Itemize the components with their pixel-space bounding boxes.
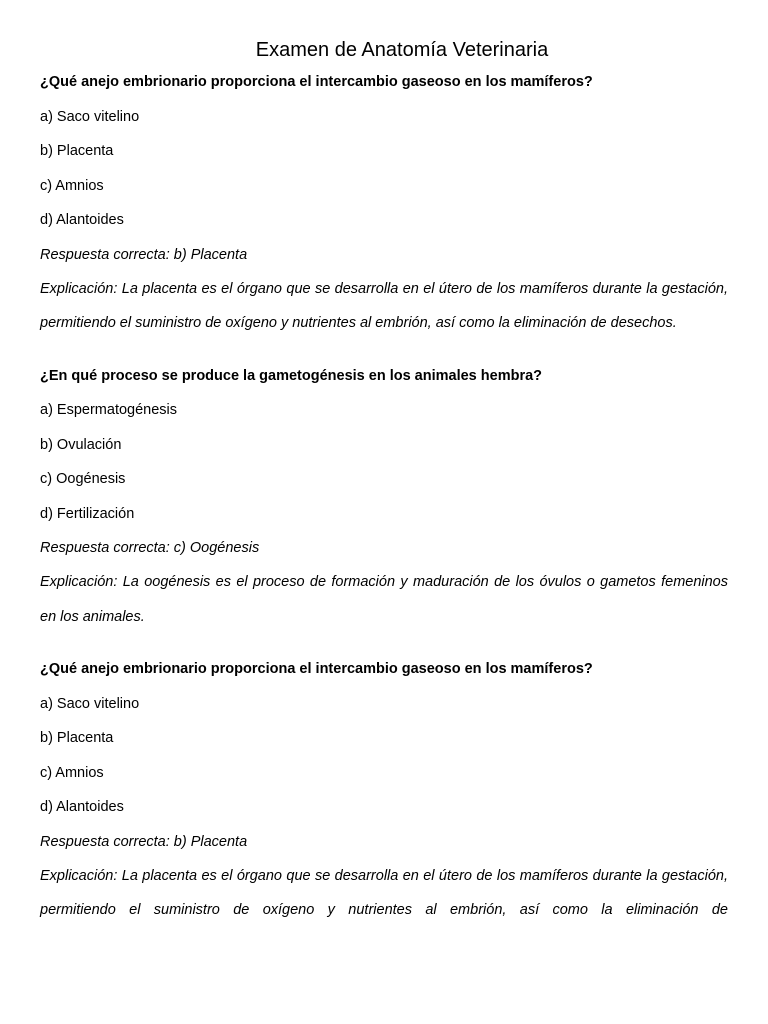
question-text: ¿Qué anejo embrionario proporciona el intercambio gaseoso en los mamíferos? xyxy=(40,661,593,677)
option-d: d) Alantoides xyxy=(40,799,124,815)
option-c: c) Oogénesis xyxy=(40,471,126,487)
question-block-3 xyxy=(40,659,728,928)
option-b: b) Ovulación xyxy=(40,436,122,453)
question-text: ¿En qué proceso se produce la gametogénesis en los animales hembra? xyxy=(40,367,543,384)
correct-answer: Respuesta correcta: c) Oogénesis xyxy=(40,540,260,556)
option-c: c) Amnios xyxy=(40,764,104,781)
option-d: d) Alantoides xyxy=(40,212,124,228)
question-block-1 xyxy=(40,72,728,341)
question-block-2 xyxy=(40,366,728,635)
option-a: a) Saco vitelino xyxy=(40,695,140,712)
option-a: a) Espermatogénesis xyxy=(40,402,178,418)
explanation: Explicación: La oogénesis es el proceso de formación y maduración de los óvulos o gametos femeninos en los animales. xyxy=(40,574,728,625)
correct-answer: Respuesta correcta: b) Placenta xyxy=(40,246,248,263)
option-d: d) Fertilización xyxy=(40,505,135,522)
option-c: c) Amnios xyxy=(40,177,104,194)
explanation: Explicación: La placenta es el órgano que se desarrolla en el útero de los mamíferos durante la gestación, permitiendo el suministro de oxígeno y nutrientes al embrión, así como la eliminación de xyxy=(40,867,728,918)
option-a: a) Saco vitelino xyxy=(40,108,140,125)
option-b: b) Placenta xyxy=(40,143,114,159)
option-b: b) Placenta xyxy=(40,730,114,746)
correct-answer: Respuesta correcta: b) Placenta xyxy=(40,833,248,850)
explanation: Explicación: La placenta es el órgano que se desarrolla en el útero de los mamíferos durante la gestación, permitiendo el suministro de oxígeno y nutrientes al embrión, así como la eliminación de desechos. xyxy=(40,280,728,331)
question-text: ¿Qué anejo embrionario proporciona el intercambio gaseoso en los mamíferos? xyxy=(40,74,593,90)
page-title: Examen de Anatomía Veterinaria xyxy=(255,39,549,61)
